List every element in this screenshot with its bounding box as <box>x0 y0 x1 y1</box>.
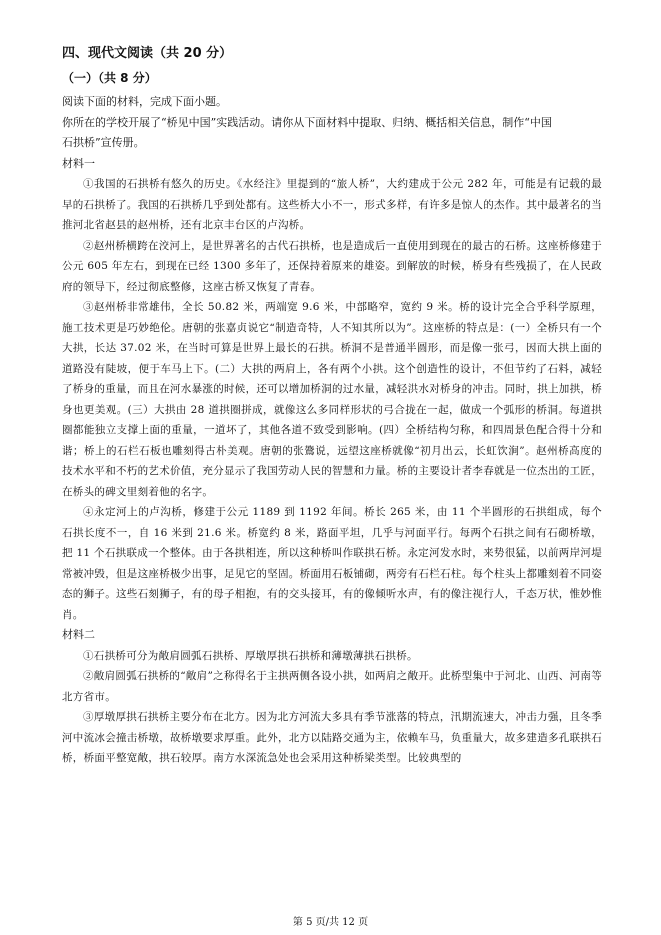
subsection-title: （一）（共 8 分） <box>62 71 157 85</box>
material-2-label: 材料二 <box>62 628 95 641</box>
material-2-paragraph-3: ③厚墩厚拱石拱桥主要分布在北方。因为北方河流大多具有季节涨落的特点，汛期流速大，冲击力强，且冬季河中流冰会撞击桥墩，故桥墩要求厚重。此外，北方以陆路交通为主，依赖车马，负重量大，故多建造多孔联拱石桥，桥面平整宽敞，拱石较厚。南方水深流急处也会采用这种桥梁类型。比较典型的 <box>62 711 602 764</box>
task-line-2: 石拱桥”宣传册。 <box>62 136 145 149</box>
task-line-1: 你所在的学校开展了“桥见中国”实践活动。请你从下面材料中提取、归纳、概括相关信息，制作“中国 <box>62 115 552 129</box>
material-2-paragraph-1: ①石拱桥可分为敞肩圆弧石拱桥、厚墩厚拱石拱桥和薄墩薄拱石拱桥。 <box>83 649 418 662</box>
material-1-label: 材料一 <box>62 156 95 170</box>
page-content <box>62 44 602 769</box>
page-number-footer: 第 5 页/共 12 页 <box>292 917 369 928</box>
material-1-paragraph-4: ④永定河上的卢沟桥，修建于公元 1189 到 1192 年间。桥长 265 米，由 11 个半圆形的石拱组成，每个石拱长度不一，自 16 米到 21.6 米。桥宽约 8 米，路面平坦，几乎与河面平行。每两个石拱之间有石砌桥墩，把 11 个石拱联成一个整体。由于各拱相连，所以这种桥叫作联拱石桥。永定河发水时，来势很猛，以前两岸河堤常被冲毁，但是这座桥极少出事，足见它的坚固。桥面用石板铺砌，两旁有石栏石柱。每个柱头上都雕刻着不同姿态的狮子。这些石刻狮子，有的母子相抱，有的交头接耳，有的像倾听水声，有的像注视行人，千态万状，惟妙惟肖。 <box>62 506 602 621</box>
material-1-paragraph-3: ③赵州桥非常雄伟，全长 50.82 米，两端宽 9.6 米，中部略窄，宽约 9 米。桥的设计完全合乎科学原理，施工技术更是巧妙绝伦。唐朝的张嘉贞说它“制造奇特，人不知其所以为”。这座桥的特点是：(一）全桥只有一个大拱，长达 37.02 米，在当时可算是世界上最长的石拱。桥洞不是普通半圆形，而是像一张弓，因而大拱上面的道路没有陡坡，便于车马上下。(二）大拱的两肩上，各有两个小拱。这个创造性的设计，不但节约了石料，减轻了桥身的重量，而且在河水暴涨的时候，还可以增加桥洞的过水量，减轻洪水对桥身的冲击。同时，拱上加拱，桥身也更美观。(三）大拱由 28 道拱圈拼成，就像这么多同样形状的弓合拢在一起，做成一个弧形的桥洞。每道拱圈都能独立支撑上面的重量，一道坏了，其他各道不致受到影响。(四）全桥结构匀称，和四周景色配合得十分和谐；桥上的石栏石板也雕刻得古朴美观。唐朝的张鷟说，远望这座桥就像“初月出云，长虹饮涧”。赵州桥高度的技术水平和不朽的艺术价值，充分显示了我国劳动人民的智慧和力量。桥的主要设计者李春就是一位杰出的工匠，在桥头的碑文里刻着他的名字。 <box>62 301 602 498</box>
material-1-paragraph-2: ②赵州桥横跨在洨河上，是世界著名的古代石拱桥，也是造成后一直使用到现在的最古的石桥。这座桥修建于公元 605 年左右，到现在已经 1300 多年了，还保持着原来的雄姿。到解放的时候，桥身有些残损了，在人民政府的领导下，经过彻底整修，这座古桥又恢复了青春。 <box>62 239 602 293</box>
material-1-paragraph-1: ①我国的石拱桥有悠久的历史。《水经注》里提到的“旅人桥”，大约建成于公元 282 年，可能是有记载的最早的石拱桥了。我国的石拱桥几乎到处都有。这些桥大小不一，形式多样，有许多是惊人的杰作。其中最著名的当推河北省赵县的赵州桥，还有北京丰台区的卢沟桥。 <box>62 178 602 231</box>
section-title: 四、现代文阅读（共 20 分） <box>62 46 233 61</box>
material-2-paragraph-2: ②敞肩圆弧石拱桥的“敞肩”之称得名于主拱两侧各设小拱，如两肩之敞开。此桥型集中于河北、山西、河南等北方省市。 <box>62 670 602 703</box>
instruction: 阅读下面的材料，完成下面小题。 <box>62 95 227 108</box>
